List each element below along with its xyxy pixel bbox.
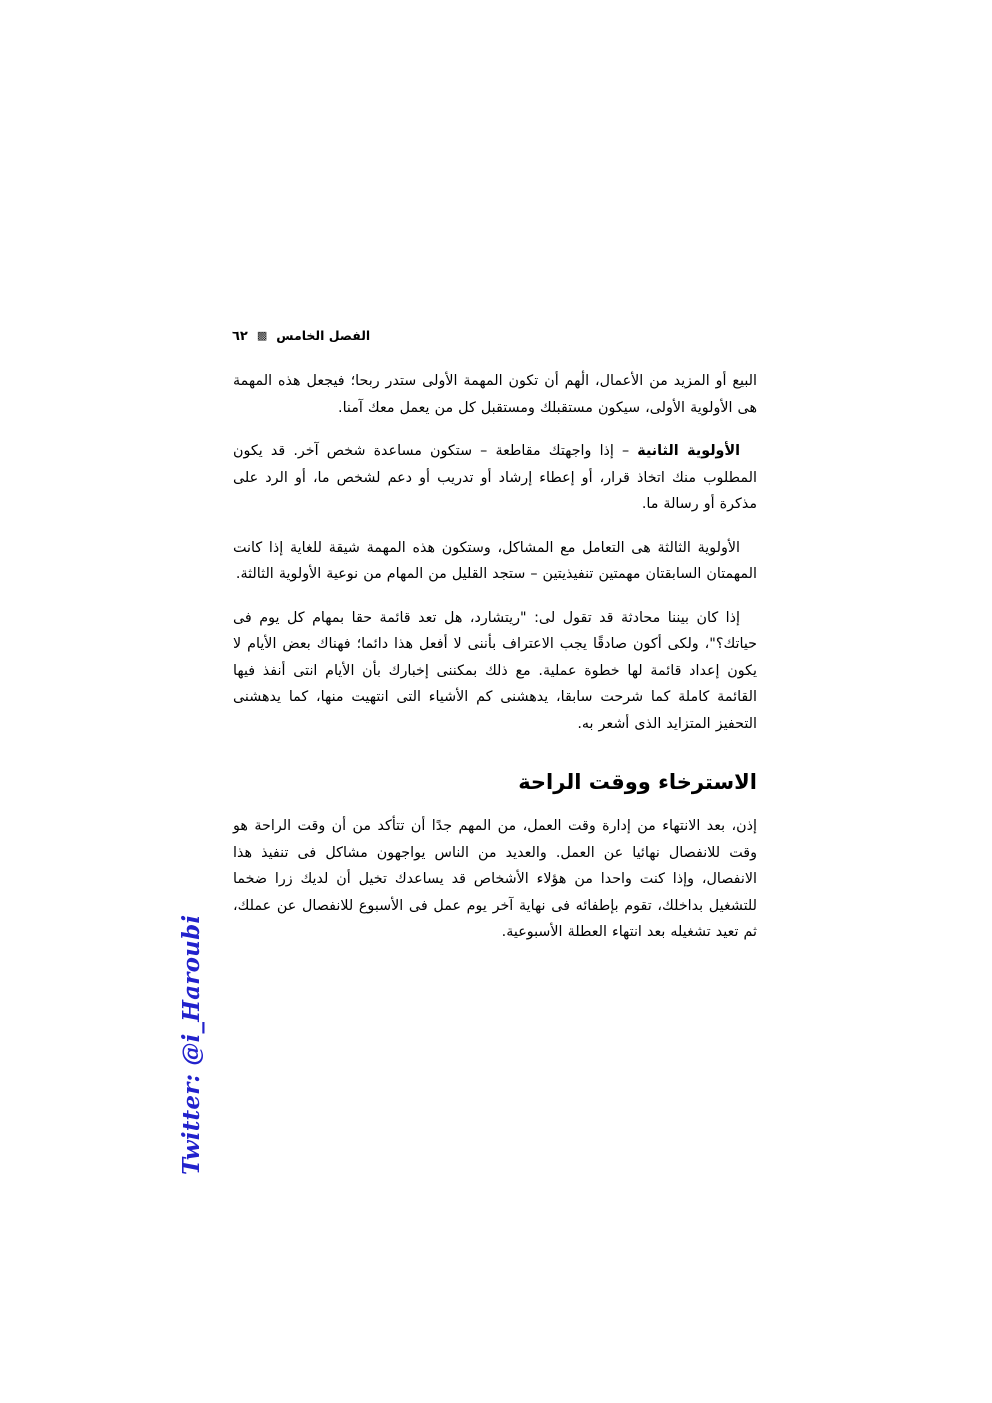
paragraph-2-body: – إذا واجهتك مقاطعة – ستكون مساعدة شخص آخر. قد يكون المطلوب منك اتخاذ قرار، أو إعطاء إرشاد أو تدريب أو دعم لشخص ما، أو الرد على مذكرة أو رسالة ما. [233,443,757,512]
chapter-title: الفصل الخامس [276,328,371,343]
paragraph-5: إذن، بعد الانتهاء من إدارة وقت العمل، من المهم جدًا أن تتأكد من أن وقت الراحة هو وقت للانفصال نهائيا عن العمل. والعديد من الناس يواجهون مشاكل فى تنفيذ هذا الانفصال، وإذا كنت واحدا من هؤلاء الأشخاص قد يساعدك تخيل أن لديك زرا ضخما للتشغيل بداخلك، تقوم بإطفائه فى نهاية آخر يوم عمل فى الأسبوع للانفصال عن عملك، ثم تعيد تشغيله بعد انتهاء العطلة الأسبوعية. [233,818,757,940]
paragraph-2-lead: الأولوية الثانية [637,443,740,459]
paragraph-2 [233,438,757,518]
watermark-twitter-handle: Twitter: @i_Haroubi [178,914,205,1175]
section-heading: الاسترخاء ووقت الراحة [518,770,757,794]
running-header [232,328,757,344]
paragraph-1: البيع أو المزيد من الأعمال، الٔهم أن تكون المهمة الأولى ستدر ربحا؛ فيجعل هذه المهمة هى الأولوية الأولى، سيكون مستقبلك ومستقبل كل من يعمل معك آمنا. [233,373,757,416]
page-number: ٦٢ [232,329,248,344]
paragraph-3: الأولوية الثالثة هى التعامل مع المشاكل، وستكون هذه المهمة شيقة للغاية إذا كانت المهمتان السابقتان مهمتين تنفيذيتين – ستجد القليل من المهام من نوعية الأولوية الثالثة. [233,539,757,582]
ornament-icon: ▩ [256,329,268,342]
page-content [233,368,757,946]
paragraph-4: إذا كان بيننا محادثة قد تقول لى: "ريتشارد، هل تعد قائمة حقا بمهام كل يوم فى حياتك؟"، ولكى أكون صادقًا يجب الاعتراف بأننى لا أفعل هذا دائما؛ فهناك بعض الأيام لا يكون إعداد قائمة لها خطوة عملية. مع ذلك بمكننى إخبارك بأن الأيام انتى أنفذ فيها القائمة كاملة كما شرحت سابقا، يدهشنى كم الأشياء التى انتهيت منها، كما يدهشنى التحفيز المتزايد الذى أشعر به. [233,609,757,732]
